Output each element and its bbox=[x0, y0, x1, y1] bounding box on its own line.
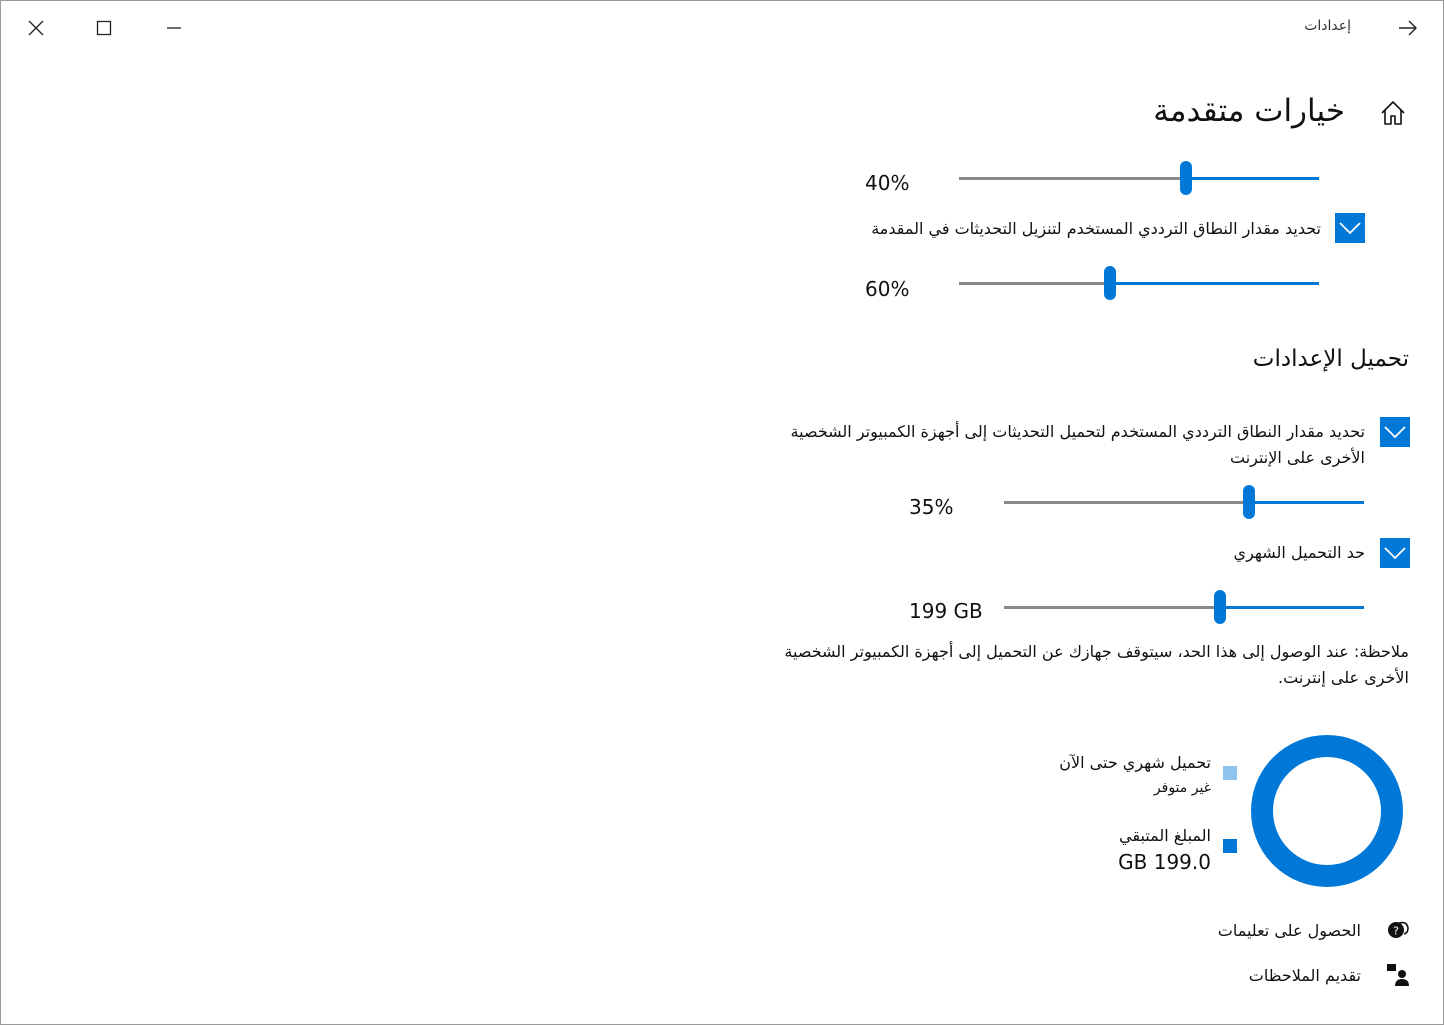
monthly-limit-value: 199 GB bbox=[909, 599, 983, 623]
home-button[interactable] bbox=[1377, 97, 1409, 129]
uploaded-legend-value: غير متوفر bbox=[1153, 780, 1211, 796]
upload-bandwidth-slider[interactable] bbox=[1004, 491, 1364, 515]
slider-fill bbox=[1249, 501, 1364, 504]
arrow-right-icon bbox=[1397, 17, 1419, 39]
usage-donut-chart bbox=[1250, 734, 1404, 888]
monthly-limit-label: حد التحميل الشهري bbox=[1233, 543, 1365, 562]
chevron-down-icon bbox=[1384, 546, 1406, 560]
upload-limit-note: ملاحظة: عند الوصول إلى هذا الحد، سيتوقف جهازك عن التحميل إلى أجهزة الكمبيوتر الشخصية الأخرى على إنترنت. bbox=[784, 642, 1409, 687]
slider-thumb[interactable] bbox=[1243, 485, 1255, 519]
slider-thumb[interactable] bbox=[1214, 590, 1226, 624]
svg-text:?: ? bbox=[1393, 924, 1399, 938]
close-button[interactable] bbox=[13, 1, 59, 55]
home-icon bbox=[1377, 97, 1409, 129]
slider-fill bbox=[1220, 606, 1364, 609]
remaining-legend-label: المبلغ المتبقي bbox=[1119, 826, 1211, 845]
page-title: خيارات متقدمة bbox=[1153, 93, 1345, 129]
chevron-down-icon bbox=[1339, 221, 1361, 235]
download-foreground-value: 60% bbox=[865, 277, 910, 301]
download-background-value: 40% bbox=[865, 171, 910, 195]
upload-section-title: تحميل الإعدادات bbox=[1252, 346, 1409, 372]
chevron-down-icon bbox=[1384, 425, 1406, 439]
foreground-limit-label: تحديد مقدار النطاق الترددي المستخدم لتنزيل التحديثات في المقدمة bbox=[871, 219, 1321, 238]
monthly-limit-slider[interactable] bbox=[1004, 596, 1364, 620]
slider-thumb[interactable] bbox=[1104, 266, 1116, 300]
upload-bandwidth-checkbox[interactable] bbox=[1380, 417, 1410, 447]
slider-fill bbox=[1186, 177, 1319, 180]
slider-thumb[interactable] bbox=[1180, 161, 1192, 195]
donut-remaining-ring bbox=[1262, 746, 1392, 876]
download-foreground-slider[interactable] bbox=[959, 272, 1319, 296]
maximize-icon bbox=[96, 20, 112, 36]
slider-fill bbox=[1110, 282, 1319, 285]
feedback-button-icon[interactable] bbox=[1385, 962, 1411, 988]
close-icon bbox=[27, 19, 45, 37]
window-title: إعدادات bbox=[1304, 18, 1351, 34]
get-help-link[interactable]: الحصول على تعليمات bbox=[1217, 921, 1361, 940]
foreground-limit-checkbox[interactable] bbox=[1335, 213, 1365, 243]
monthly-limit-checkbox[interactable] bbox=[1380, 538, 1410, 568]
give-feedback-link[interactable]: تقديم الملاحظات bbox=[1248, 966, 1361, 985]
help-icon[interactable] bbox=[1385, 917, 1411, 943]
uploaded-legend-swatch bbox=[1223, 766, 1237, 780]
feedback-icon bbox=[1385, 962, 1411, 988]
help-chat-icon bbox=[1385, 917, 1411, 943]
uploaded-legend-label: تحميل شهري حتى الآن bbox=[1059, 753, 1211, 772]
upload-bandwidth-label: تحديد مقدار النطاق الترددي المستخدم لتحميل التحديثات إلى أجهزة الكمبيوتر الشخصية الأخرى على الإنترنت bbox=[790, 422, 1365, 467]
download-background-slider[interactable] bbox=[959, 167, 1319, 191]
remaining-legend-swatch bbox=[1223, 839, 1237, 853]
minimize-button[interactable] bbox=[151, 1, 197, 55]
back-button[interactable] bbox=[1393, 13, 1423, 43]
remaining-legend-value: 199.0 GB bbox=[1118, 850, 1211, 874]
minimize-icon bbox=[166, 20, 182, 36]
maximize-button[interactable] bbox=[81, 1, 127, 55]
upload-bandwidth-value: 35% bbox=[909, 495, 954, 519]
